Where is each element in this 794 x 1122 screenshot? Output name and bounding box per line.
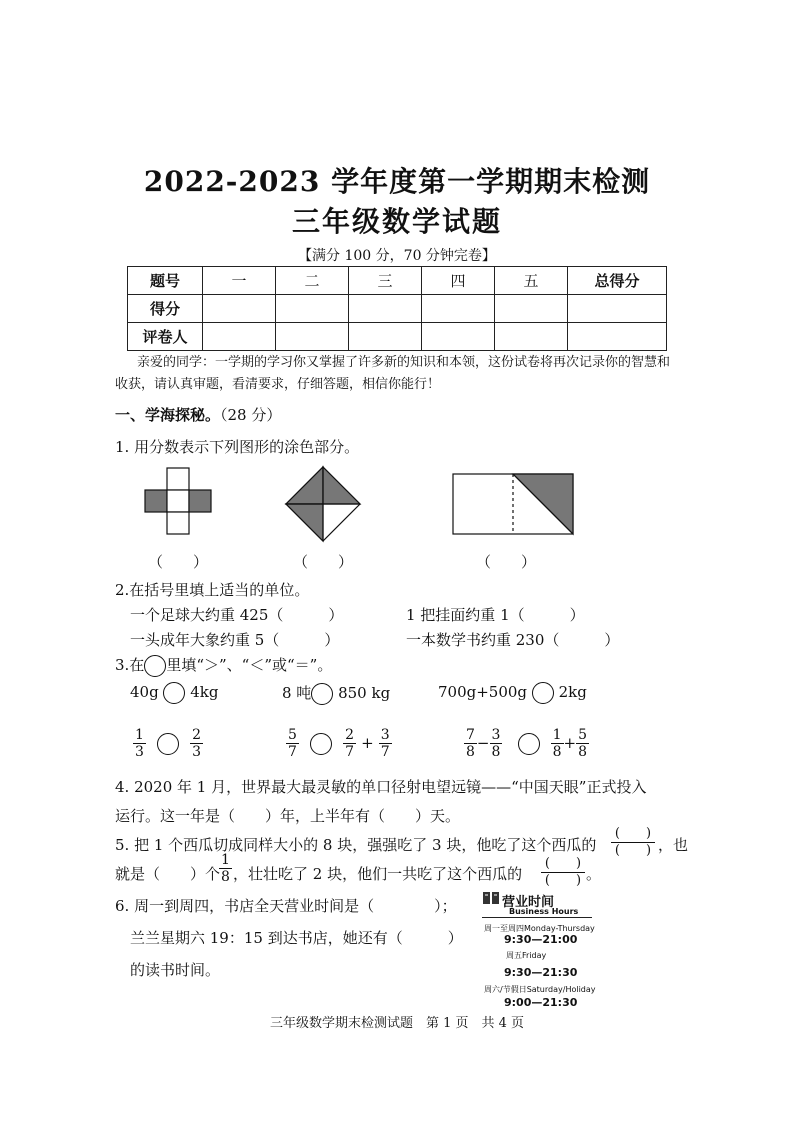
fraction-numerator: 1 — [552, 727, 562, 743]
q3-text-after: 里填“＞”、“＜”或“＝”。 — [166, 656, 333, 674]
q2-item-noodles[interactable]: 1 把挂面约重 1（ ） — [406, 606, 585, 624]
fraction — [551, 727, 564, 760]
fraction — [490, 727, 503, 760]
fraction-denominator: 8 — [491, 744, 501, 760]
exam-title: 2022-2023 学年度第一学期期末检测 — [143, 165, 651, 198]
hours-time-fri: 9:30—21:30 — [504, 966, 578, 979]
fraction-numerator: 3 — [491, 727, 501, 743]
fraction-numerator: 1 — [135, 727, 144, 743]
q2-item-football[interactable]: 一个足球大约重 425（ ） — [130, 606, 344, 624]
q5-fraction-blank-1[interactable] — [611, 826, 655, 859]
col-header-4: 四 — [422, 267, 495, 295]
row-label-score: 得分 — [128, 295, 203, 323]
compare-circle-e[interactable] — [310, 733, 332, 755]
section-1-points: （28 分） — [220, 406, 282, 424]
diamond-figure — [283, 464, 367, 546]
compare-circle-c[interactable] — [532, 682, 554, 704]
fraction-numerator: 5 — [578, 727, 588, 743]
fraction-denominator: 8 — [578, 744, 588, 760]
cross-bottom — [167, 512, 189, 534]
fraction — [464, 727, 477, 760]
fraction-denominator: 3 — [135, 744, 144, 760]
fraction — [576, 727, 589, 760]
cross-center — [167, 490, 189, 512]
fraction-blank-denominator: ( ) — [544, 873, 582, 888]
diamond-shaded-upper-right — [323, 467, 360, 504]
fraction-blank-denominator: ( ) — [614, 843, 652, 858]
fraction-denominator: 7 — [288, 744, 297, 760]
fraction-denominator: 8 — [466, 744, 475, 760]
q5-fraction-blank-2[interactable] — [541, 856, 585, 889]
col-header-3: 三 — [349, 267, 422, 295]
grader-row — [128, 323, 667, 351]
diamond-shaded-lower-left — [286, 504, 323, 541]
q3-a-right: 4kg — [190, 683, 219, 701]
fraction-numerator: 1 — [221, 852, 230, 868]
score-cell[interactable] — [495, 295, 568, 323]
q3-text-before: 3.在 — [115, 656, 145, 674]
compare-circle-b[interactable] — [311, 683, 333, 705]
fraction — [133, 727, 146, 760]
col-header-2: 二 — [276, 267, 349, 295]
fraction-blank-numerator: ( ) — [541, 856, 585, 873]
col-header-5: 五 — [495, 267, 568, 295]
grader-cell[interactable] — [495, 323, 568, 351]
score-cell[interactable] — [276, 295, 349, 323]
question-6-line-3: 的读书时间。 — [130, 961, 221, 979]
plus-sign: + — [563, 734, 577, 752]
compare-circle-d[interactable] — [157, 733, 179, 755]
question-2-text: 2.在括号里填上适当的单位。 — [115, 581, 310, 599]
exam-subtitle-grade: 三年级数学试题 — [291, 205, 502, 238]
q3-compare-b — [282, 682, 390, 705]
score-table-header-row — [128, 267, 667, 295]
hours-label-mon-thu: 周一至周四Monday-Thursday — [484, 924, 595, 933]
q3-compare-a — [130, 682, 219, 704]
q1-answer-blank-1[interactable]: （ ） — [148, 553, 209, 571]
score-cell[interactable] — [203, 295, 276, 323]
q3-c-right: 2kg — [558, 683, 587, 701]
business-hours-title: 营业时间 — [502, 895, 555, 910]
rectangle-figure — [451, 472, 577, 536]
cross-figure — [140, 466, 220, 542]
question-4-line-1: 4. 2020 年 1 月，世界最大最灵敏的单口径射电望远镜——“中国天眼”正式投入 — [115, 778, 647, 796]
q3-compare-c — [438, 682, 587, 704]
q3-b-right: 850 kg — [338, 684, 391, 702]
question-5-line-2[interactable]: 就是（ ）个 — [115, 865, 221, 883]
fraction-numerator: 2 — [192, 727, 202, 743]
question-3-text — [115, 654, 332, 677]
fraction — [343, 727, 356, 760]
grader-cell[interactable] — [276, 323, 349, 351]
question-4-line-2[interactable]: 运行。这一年是（ ）年，上半年有（ ）天。 — [115, 807, 461, 825]
compare-circle-icon — [144, 655, 166, 677]
cross-right-shaded — [189, 490, 211, 512]
col-header-1: 一 — [203, 267, 276, 295]
score-cell[interactable] — [422, 295, 495, 323]
fraction-denominator: 3 — [192, 744, 202, 760]
question-6-line-2[interactable]: 兰兰星期六 19：15 到达书店，她还有（ ） — [130, 929, 463, 947]
section-1-title: 一、学海探秘。 — [115, 406, 221, 424]
cross-top — [167, 468, 189, 490]
question-1-text: 1. 用分数表示下列图形的涂色部分。 — [115, 438, 360, 456]
question-5-line-1: 5. 把 1 个西瓜切成同样大小的 8 块，强强吃了 3 块，他吃了这个西瓜的 — [115, 836, 597, 854]
q2-item-mathbook[interactable]: 一本数学书约重 230（ ） — [406, 631, 620, 649]
fraction — [219, 852, 232, 885]
fraction — [379, 727, 392, 760]
fraction-numerator: 2 — [345, 727, 355, 743]
intro-paragraph: 亲爱的同学：一学期的学习你又掌握了许多新的知识和本领，这份试卷将再次记录你的智慧和收获，请认真审题，看清要求，仔细答题，相信你能行！ — [115, 355, 671, 392]
q3-c-left: 700g+500g — [438, 683, 528, 701]
question-6-line-1[interactable]: 6. 周一到周四，书店全天营业时间是（ ）； — [115, 897, 457, 915]
fraction-numerator: 7 — [466, 727, 475, 743]
exam-score-note: 【满分 100 分，70 分钟完卷】 — [298, 248, 496, 264]
hours-label-sat-holiday: 周六/节假日Saturday/Holiday — [484, 985, 596, 994]
col-header-total: 总得分 — [568, 267, 667, 295]
score-cell[interactable] — [349, 295, 422, 323]
q2-item-elephant[interactable]: 一头成年大象约重 5（ ） — [130, 631, 340, 649]
grader-cell[interactable] — [349, 323, 422, 351]
business-hours-sign — [482, 890, 594, 1008]
minus-sign: − — [476, 734, 490, 752]
fraction-numerator: 3 — [380, 727, 390, 743]
question-5-line-2-b: ，壮壮吃了 2 块，他们一共吃了这个西瓜的 — [233, 865, 523, 883]
hours-label-fri: 周五Friday — [506, 951, 547, 960]
q3-a-left: 40g — [130, 683, 159, 701]
q3-b-left: 8 吨 — [282, 684, 312, 702]
q1-answer-blank-2[interactable]: （ ） — [293, 553, 354, 571]
fraction-denominator: 8 — [221, 869, 230, 885]
score-table — [127, 266, 667, 351]
business-hours-subtitle: Business Hours — [509, 907, 579, 916]
compare-circle-a[interactable] — [163, 682, 185, 704]
plus-sign: + — [361, 734, 374, 752]
section-1-heading — [115, 404, 281, 425]
grader-cell[interactable] — [422, 323, 495, 351]
q5-line-2-end: 。 — [586, 865, 602, 883]
q1-answer-blank-3[interactable]: （ ） — [476, 553, 537, 571]
book-icon-svg — [482, 890, 500, 906]
fraction-denominator: 8 — [552, 744, 562, 760]
q3-compare-e — [286, 727, 392, 760]
fraction — [286, 727, 299, 760]
score-cell[interactable] — [568, 295, 667, 323]
fraction-denominator: 7 — [345, 744, 355, 760]
fraction-numerator: 5 — [288, 727, 297, 743]
cross-left-shaded — [145, 490, 167, 512]
q3-compare-d — [133, 727, 203, 760]
business-hours-divider — [482, 917, 592, 918]
hours-time-sat-holiday: 9:00—21:30 — [504, 996, 578, 1009]
grader-cell[interactable] — [568, 323, 667, 351]
page-footer: 三年级数学期末检测试题 第 1 页 共 4 页 — [269, 1016, 525, 1031]
row-label-grader: 评卷人 — [128, 323, 203, 351]
diamond-shaded-upper-left — [286, 467, 323, 504]
fraction — [190, 727, 203, 760]
fraction-blank-numerator: ( ) — [611, 826, 655, 843]
grader-cell[interactable] — [203, 323, 276, 351]
q3-compare-f — [464, 727, 589, 760]
compare-circle-f[interactable] — [518, 733, 540, 755]
book-icon — [482, 890, 500, 910]
fraction-denominator: 7 — [380, 744, 390, 760]
hours-time-mon-thu: 9:30—21:00 — [504, 933, 578, 946]
col-header-number: 题号 — [128, 267, 203, 295]
score-row — [128, 295, 667, 323]
q5-line-1-end: ，也 — [658, 836, 689, 854]
q5-fraction-one-eighth — [219, 852, 232, 885]
